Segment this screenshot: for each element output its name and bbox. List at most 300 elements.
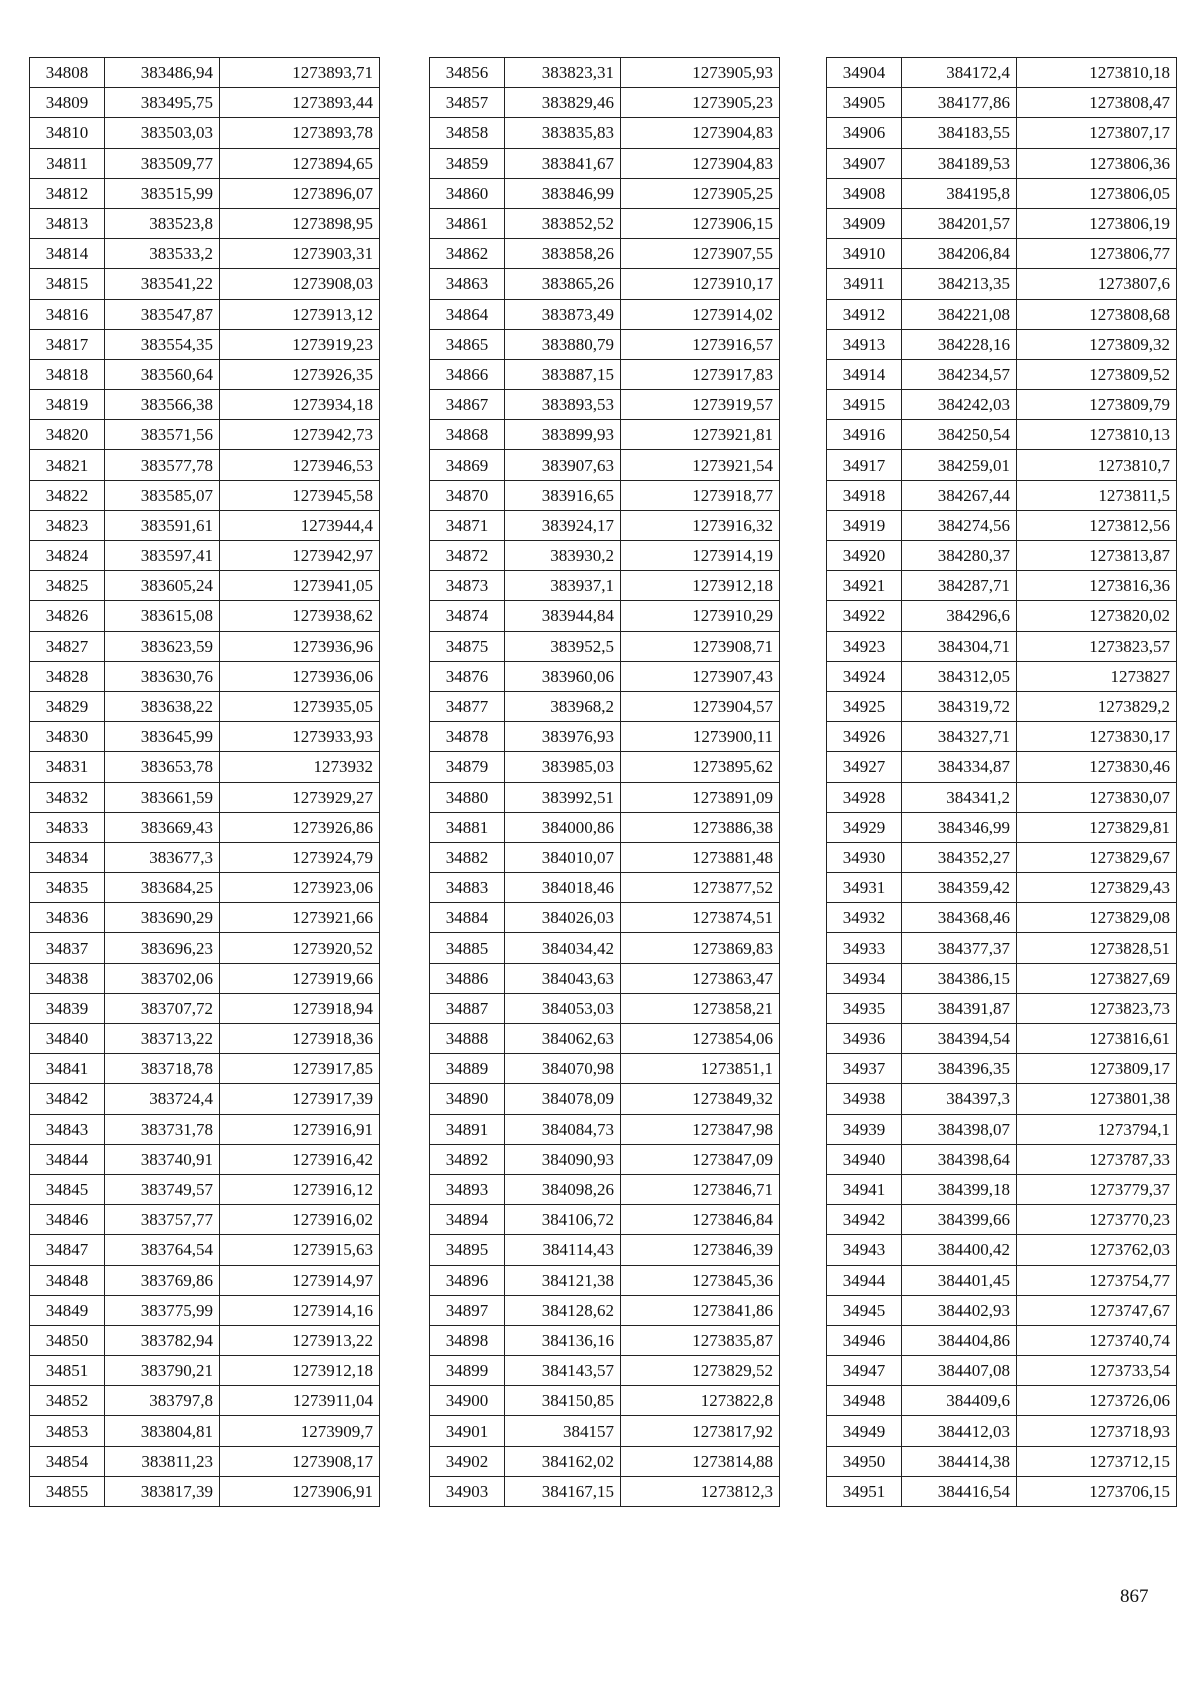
y-coordinate-cell: 1273891,09 [621, 782, 780, 812]
y-coordinate-cell: 1273917,85 [220, 1054, 380, 1084]
x-coordinate-cell: 384070,98 [505, 1054, 621, 1084]
point-id-cell: 34946 [827, 1325, 902, 1355]
x-coordinate-cell: 384414,38 [902, 1446, 1017, 1476]
table-row [827, 873, 1177, 903]
point-id-cell: 34822 [30, 480, 105, 510]
y-coordinate-cell: 1273916,42 [220, 1144, 380, 1174]
table-row [30, 1174, 380, 1204]
y-coordinate-cell: 1273822,8 [621, 1386, 780, 1416]
y-coordinate-cell: 1273830,46 [1017, 752, 1177, 782]
table-row [430, 1205, 780, 1235]
table-row [827, 601, 1177, 631]
table-row [430, 329, 780, 359]
table-body [430, 58, 780, 1507]
table-row [430, 1476, 780, 1506]
x-coordinate-cell: 384401,45 [902, 1265, 1017, 1295]
point-id-cell: 34924 [827, 661, 902, 691]
y-coordinate-cell: 1273811,5 [1017, 480, 1177, 510]
y-coordinate-cell: 1273905,93 [621, 58, 780, 88]
table-row [430, 148, 780, 178]
x-coordinate-cell: 384400,42 [902, 1235, 1017, 1265]
table-row [430, 1265, 780, 1295]
point-id-cell: 34829 [30, 691, 105, 721]
point-id-cell: 34848 [30, 1265, 105, 1295]
x-coordinate-cell: 383880,79 [505, 329, 621, 359]
point-id-cell: 34852 [30, 1386, 105, 1416]
point-id-cell: 34834 [30, 842, 105, 872]
table-row [30, 842, 380, 872]
x-coordinate-cell: 384386,15 [902, 963, 1017, 993]
table-row [827, 722, 1177, 752]
point-id-cell: 34950 [827, 1446, 902, 1476]
y-coordinate-cell: 1273807,6 [1017, 269, 1177, 299]
x-coordinate-cell: 384228,16 [902, 329, 1017, 359]
y-coordinate-cell: 1273806,77 [1017, 239, 1177, 269]
point-id-cell: 34845 [30, 1174, 105, 1204]
x-coordinate-cell: 383846,99 [505, 178, 621, 208]
y-coordinate-cell: 1273911,04 [220, 1386, 380, 1416]
x-coordinate-cell: 383804,81 [105, 1416, 220, 1446]
table-row [430, 722, 780, 752]
point-id-cell: 34929 [827, 812, 902, 842]
point-id-cell: 34817 [30, 329, 105, 359]
y-coordinate-cell: 1273816,36 [1017, 571, 1177, 601]
table-row [430, 812, 780, 842]
table-row [30, 1295, 380, 1325]
table-row [827, 752, 1177, 782]
y-coordinate-cell: 1273908,03 [220, 269, 380, 299]
x-coordinate-cell: 383887,15 [505, 359, 621, 389]
table-row [430, 1446, 780, 1476]
point-id-cell: 34931 [827, 873, 902, 903]
point-id-cell: 34863 [430, 269, 505, 299]
y-coordinate-cell: 1273869,83 [621, 933, 780, 963]
point-id-cell: 34890 [430, 1084, 505, 1114]
table-row [827, 1295, 1177, 1325]
x-coordinate-cell: 384195,8 [902, 178, 1017, 208]
y-coordinate-cell: 1273910,29 [621, 601, 780, 631]
table-row [430, 933, 780, 963]
table-row [430, 1024, 780, 1054]
table-row [827, 842, 1177, 872]
point-id-cell: 34859 [430, 148, 505, 178]
y-coordinate-cell: 1273809,52 [1017, 359, 1177, 389]
point-id-cell: 34856 [430, 58, 505, 88]
x-coordinate-cell: 383907,63 [505, 450, 621, 480]
y-coordinate-cell: 1273912,18 [220, 1356, 380, 1386]
point-id-cell: 34826 [30, 601, 105, 631]
x-coordinate-cell: 383764,54 [105, 1235, 220, 1265]
point-id-cell: 34815 [30, 269, 105, 299]
table-row [430, 88, 780, 118]
y-coordinate-cell: 1273942,73 [220, 420, 380, 450]
x-coordinate-cell: 383960,06 [505, 661, 621, 691]
x-coordinate-cell: 384114,43 [505, 1235, 621, 1265]
y-coordinate-cell: 1273847,09 [621, 1144, 780, 1174]
table-row [30, 631, 380, 661]
y-coordinate-cell: 1273846,39 [621, 1235, 780, 1265]
table-row [30, 541, 380, 571]
y-coordinate-cell: 1273936,06 [220, 661, 380, 691]
table-row [430, 269, 780, 299]
x-coordinate-cell: 383724,4 [105, 1084, 220, 1114]
y-coordinate-cell: 1273912,18 [621, 571, 780, 601]
table-row [30, 1446, 380, 1476]
point-id-cell: 34824 [30, 541, 105, 571]
y-coordinate-cell: 1273904,83 [621, 148, 780, 178]
x-coordinate-cell: 384128,62 [505, 1295, 621, 1325]
y-coordinate-cell: 1273929,27 [220, 782, 380, 812]
point-id-cell: 34864 [430, 299, 505, 329]
point-id-cell: 34808 [30, 58, 105, 88]
x-coordinate-cell: 383509,77 [105, 148, 220, 178]
table-row [430, 299, 780, 329]
y-coordinate-cell: 1273806,19 [1017, 208, 1177, 238]
table-row [30, 329, 380, 359]
point-id-cell: 34823 [30, 510, 105, 540]
table-row [430, 601, 780, 631]
point-id-cell: 34874 [430, 601, 505, 631]
y-coordinate-cell: 1273806,36 [1017, 148, 1177, 178]
y-coordinate-cell: 1273881,48 [621, 842, 780, 872]
x-coordinate-cell: 384098,26 [505, 1174, 621, 1204]
x-coordinate-cell: 384359,42 [902, 873, 1017, 903]
x-coordinate-cell: 384377,37 [902, 933, 1017, 963]
x-coordinate-cell: 384167,15 [505, 1476, 621, 1506]
y-coordinate-cell: 1273810,13 [1017, 420, 1177, 450]
x-coordinate-cell: 384121,38 [505, 1265, 621, 1295]
table-row [430, 1114, 780, 1144]
table-row [827, 1325, 1177, 1355]
y-coordinate-cell: 1273808,47 [1017, 88, 1177, 118]
y-coordinate-cell: 1273787,33 [1017, 1144, 1177, 1174]
point-id-cell: 34820 [30, 420, 105, 450]
table-row [30, 722, 380, 752]
y-coordinate-cell: 1273903,31 [220, 239, 380, 269]
x-coordinate-cell: 384396,35 [902, 1054, 1017, 1084]
x-coordinate-cell: 383638,22 [105, 691, 220, 721]
y-coordinate-cell: 1273809,79 [1017, 390, 1177, 420]
table-row [430, 58, 780, 88]
point-id-cell: 34941 [827, 1174, 902, 1204]
y-coordinate-cell: 1273938,62 [220, 601, 380, 631]
point-id-cell: 34868 [430, 420, 505, 450]
point-id-cell: 34908 [827, 178, 902, 208]
page-number: 867 [1120, 1586, 1149, 1607]
table-row [30, 752, 380, 782]
y-coordinate-cell: 1273921,81 [621, 420, 780, 450]
point-id-cell: 34914 [827, 359, 902, 389]
table-row [430, 963, 780, 993]
coordinates-table-2 [429, 57, 780, 1507]
y-coordinate-cell: 1273813,87 [1017, 541, 1177, 571]
table-row [827, 571, 1177, 601]
x-coordinate-cell: 384177,86 [902, 88, 1017, 118]
point-id-cell: 34811 [30, 148, 105, 178]
table-row [30, 1084, 380, 1114]
point-id-cell: 34827 [30, 631, 105, 661]
y-coordinate-cell: 1273896,07 [220, 178, 380, 208]
point-id-cell: 34821 [30, 450, 105, 480]
table-row [827, 480, 1177, 510]
x-coordinate-cell: 383893,53 [505, 390, 621, 420]
point-id-cell: 34876 [430, 661, 505, 691]
point-id-cell: 34926 [827, 722, 902, 752]
y-coordinate-cell: 1273807,17 [1017, 118, 1177, 148]
y-coordinate-cell: 1273935,05 [220, 691, 380, 721]
y-coordinate-cell: 1273915,63 [220, 1235, 380, 1265]
y-coordinate-cell: 1273921,54 [621, 450, 780, 480]
x-coordinate-cell: 383585,07 [105, 480, 220, 510]
table-row [827, 269, 1177, 299]
y-coordinate-cell: 1273835,87 [621, 1325, 780, 1355]
table-row [827, 1446, 1177, 1476]
point-id-cell: 34944 [827, 1265, 902, 1295]
y-coordinate-cell: 1273829,08 [1017, 903, 1177, 933]
y-coordinate-cell: 1273917,83 [621, 359, 780, 389]
table-row [430, 903, 780, 933]
point-id-cell: 34842 [30, 1084, 105, 1114]
x-coordinate-cell: 383630,76 [105, 661, 220, 691]
table-row [430, 1295, 780, 1325]
x-coordinate-cell: 384090,93 [505, 1144, 621, 1174]
table-row [30, 269, 380, 299]
y-coordinate-cell: 1273914,97 [220, 1265, 380, 1295]
x-coordinate-cell: 383547,87 [105, 299, 220, 329]
table-row [30, 1265, 380, 1295]
table-row [430, 1174, 780, 1204]
point-id-cell: 34880 [430, 782, 505, 812]
point-id-cell: 34810 [30, 118, 105, 148]
x-coordinate-cell: 384136,16 [505, 1325, 621, 1355]
y-coordinate-cell: 1273849,32 [621, 1084, 780, 1114]
x-coordinate-cell: 383757,77 [105, 1205, 220, 1235]
table-row [827, 1114, 1177, 1144]
y-coordinate-cell: 1273846,71 [621, 1174, 780, 1204]
x-coordinate-cell: 383968,2 [505, 691, 621, 721]
point-id-cell: 34855 [30, 1476, 105, 1506]
point-id-cell: 34945 [827, 1295, 902, 1325]
y-coordinate-cell: 1273907,43 [621, 661, 780, 691]
point-id-cell: 34925 [827, 691, 902, 721]
table-row [30, 691, 380, 721]
y-coordinate-cell: 1273946,53 [220, 450, 380, 480]
point-id-cell: 34940 [827, 1144, 902, 1174]
table-row [30, 1024, 380, 1054]
y-coordinate-cell: 1273934,18 [220, 390, 380, 420]
y-coordinate-cell: 1273827,69 [1017, 963, 1177, 993]
table-row [430, 993, 780, 1023]
x-coordinate-cell: 384183,55 [902, 118, 1017, 148]
point-id-cell: 34916 [827, 420, 902, 450]
point-id-cell: 34875 [430, 631, 505, 661]
x-coordinate-cell: 384407,08 [902, 1356, 1017, 1386]
x-coordinate-cell: 384259,01 [902, 450, 1017, 480]
point-id-cell: 34884 [430, 903, 505, 933]
y-coordinate-cell: 1273906,15 [621, 208, 780, 238]
point-id-cell: 34885 [430, 933, 505, 963]
x-coordinate-cell: 384287,71 [902, 571, 1017, 601]
y-coordinate-cell: 1273820,02 [1017, 601, 1177, 631]
table-row [30, 993, 380, 1023]
x-coordinate-cell: 384398,64 [902, 1144, 1017, 1174]
table-row [827, 1024, 1177, 1054]
y-coordinate-cell: 1273894,65 [220, 148, 380, 178]
x-coordinate-cell: 383653,78 [105, 752, 220, 782]
table-row [430, 1084, 780, 1114]
point-id-cell: 34927 [827, 752, 902, 782]
y-coordinate-cell: 1273830,07 [1017, 782, 1177, 812]
y-coordinate-cell: 1273823,73 [1017, 993, 1177, 1023]
y-coordinate-cell: 1273817,92 [621, 1416, 780, 1446]
point-id-cell: 34909 [827, 208, 902, 238]
table-row [430, 510, 780, 540]
x-coordinate-cell: 384280,37 [902, 541, 1017, 571]
point-id-cell: 34932 [827, 903, 902, 933]
x-coordinate-cell: 384397,3 [902, 1084, 1017, 1114]
x-coordinate-cell: 383769,86 [105, 1265, 220, 1295]
table-row [827, 1416, 1177, 1446]
y-coordinate-cell: 1273920,52 [220, 933, 380, 963]
table-row [30, 1416, 380, 1446]
table-row [30, 510, 380, 540]
point-id-cell: 34900 [430, 1386, 505, 1416]
point-id-cell: 34833 [30, 812, 105, 842]
point-id-cell: 34891 [430, 1114, 505, 1144]
table-row [30, 1205, 380, 1235]
y-coordinate-cell: 1273904,57 [621, 691, 780, 721]
point-id-cell: 34938 [827, 1084, 902, 1114]
y-coordinate-cell: 1273895,62 [621, 752, 780, 782]
y-coordinate-cell: 1273900,11 [621, 722, 780, 752]
table-row [30, 118, 380, 148]
point-id-cell: 34814 [30, 239, 105, 269]
table-row [30, 661, 380, 691]
table-row [30, 178, 380, 208]
point-id-cell: 34895 [430, 1235, 505, 1265]
y-coordinate-cell: 1273829,43 [1017, 873, 1177, 903]
x-coordinate-cell: 383690,29 [105, 903, 220, 933]
y-coordinate-cell: 1273936,96 [220, 631, 380, 661]
table-row [30, 1054, 380, 1084]
x-coordinate-cell: 383718,78 [105, 1054, 220, 1084]
x-coordinate-cell: 384206,84 [902, 239, 1017, 269]
point-id-cell: 34937 [827, 1054, 902, 1084]
point-id-cell: 34844 [30, 1144, 105, 1174]
x-coordinate-cell: 384404,86 [902, 1325, 1017, 1355]
table-row [827, 88, 1177, 118]
point-id-cell: 34913 [827, 329, 902, 359]
table-row [30, 1114, 380, 1144]
x-coordinate-cell: 383797,8 [105, 1386, 220, 1416]
table-row [30, 480, 380, 510]
table-row [430, 1144, 780, 1174]
table-row [30, 390, 380, 420]
point-id-cell: 34838 [30, 963, 105, 993]
point-id-cell: 34841 [30, 1054, 105, 1084]
x-coordinate-cell: 384157 [505, 1416, 621, 1446]
table-row [827, 963, 1177, 993]
x-coordinate-cell: 383707,72 [105, 993, 220, 1023]
table-row [827, 661, 1177, 691]
y-coordinate-cell: 1273914,19 [621, 541, 780, 571]
point-id-cell: 34809 [30, 88, 105, 118]
y-coordinate-cell: 1273770,23 [1017, 1205, 1177, 1235]
y-coordinate-cell: 1273762,03 [1017, 1235, 1177, 1265]
x-coordinate-cell: 384106,72 [505, 1205, 621, 1235]
y-coordinate-cell: 1273851,1 [621, 1054, 780, 1084]
x-coordinate-cell: 384402,93 [902, 1295, 1017, 1325]
x-coordinate-cell: 384346,99 [902, 812, 1017, 842]
x-coordinate-cell: 384143,57 [505, 1356, 621, 1386]
y-coordinate-cell: 1273919,23 [220, 329, 380, 359]
y-coordinate-cell: 1273906,91 [220, 1476, 380, 1506]
point-id-cell: 34813 [30, 208, 105, 238]
table-row [430, 208, 780, 238]
point-id-cell: 34935 [827, 993, 902, 1023]
x-coordinate-cell: 384234,57 [902, 359, 1017, 389]
y-coordinate-cell: 1273823,57 [1017, 631, 1177, 661]
point-id-cell: 34910 [827, 239, 902, 269]
point-id-cell: 34877 [430, 691, 505, 721]
point-id-cell: 34893 [430, 1174, 505, 1204]
x-coordinate-cell: 384000,86 [505, 812, 621, 842]
x-coordinate-cell: 384242,03 [902, 390, 1017, 420]
y-coordinate-cell: 1273917,39 [220, 1084, 380, 1114]
y-coordinate-cell: 1273908,17 [220, 1446, 380, 1476]
point-id-cell: 34939 [827, 1114, 902, 1144]
y-coordinate-cell: 1273893,44 [220, 88, 380, 118]
point-id-cell: 34812 [30, 178, 105, 208]
y-coordinate-cell: 1273829,52 [621, 1356, 780, 1386]
y-coordinate-cell: 1273828,51 [1017, 933, 1177, 963]
table-row [827, 1476, 1177, 1506]
y-coordinate-cell: 1273918,77 [621, 480, 780, 510]
y-coordinate-cell: 1273916,91 [220, 1114, 380, 1144]
point-id-cell: 34883 [430, 873, 505, 903]
point-id-cell: 34831 [30, 752, 105, 782]
y-coordinate-cell: 1273847,98 [621, 1114, 780, 1144]
point-id-cell: 34917 [827, 450, 902, 480]
point-id-cell: 34948 [827, 1386, 902, 1416]
table-row [30, 782, 380, 812]
point-id-cell: 34847 [30, 1235, 105, 1265]
table-row [827, 148, 1177, 178]
table-body [30, 58, 380, 1507]
x-coordinate-cell: 384312,05 [902, 661, 1017, 691]
x-coordinate-cell: 383645,99 [105, 722, 220, 752]
point-id-cell: 34830 [30, 722, 105, 752]
table-row [30, 1325, 380, 1355]
point-id-cell: 34918 [827, 480, 902, 510]
point-id-cell: 34857 [430, 88, 505, 118]
x-coordinate-cell: 384150,85 [505, 1386, 621, 1416]
x-coordinate-cell: 384304,71 [902, 631, 1017, 661]
y-coordinate-cell: 1273941,05 [220, 571, 380, 601]
x-coordinate-cell: 384043,63 [505, 963, 621, 993]
table-body [827, 58, 1177, 1507]
x-coordinate-cell: 383577,78 [105, 450, 220, 480]
x-coordinate-cell: 384394,54 [902, 1024, 1017, 1054]
table-row [30, 88, 380, 118]
x-coordinate-cell: 383976,93 [505, 722, 621, 752]
table-row [30, 58, 380, 88]
point-id-cell: 34851 [30, 1356, 105, 1386]
x-coordinate-cell: 384062,63 [505, 1024, 621, 1054]
x-coordinate-cell: 384034,42 [505, 933, 621, 963]
point-id-cell: 34894 [430, 1205, 505, 1235]
table-row [430, 541, 780, 571]
